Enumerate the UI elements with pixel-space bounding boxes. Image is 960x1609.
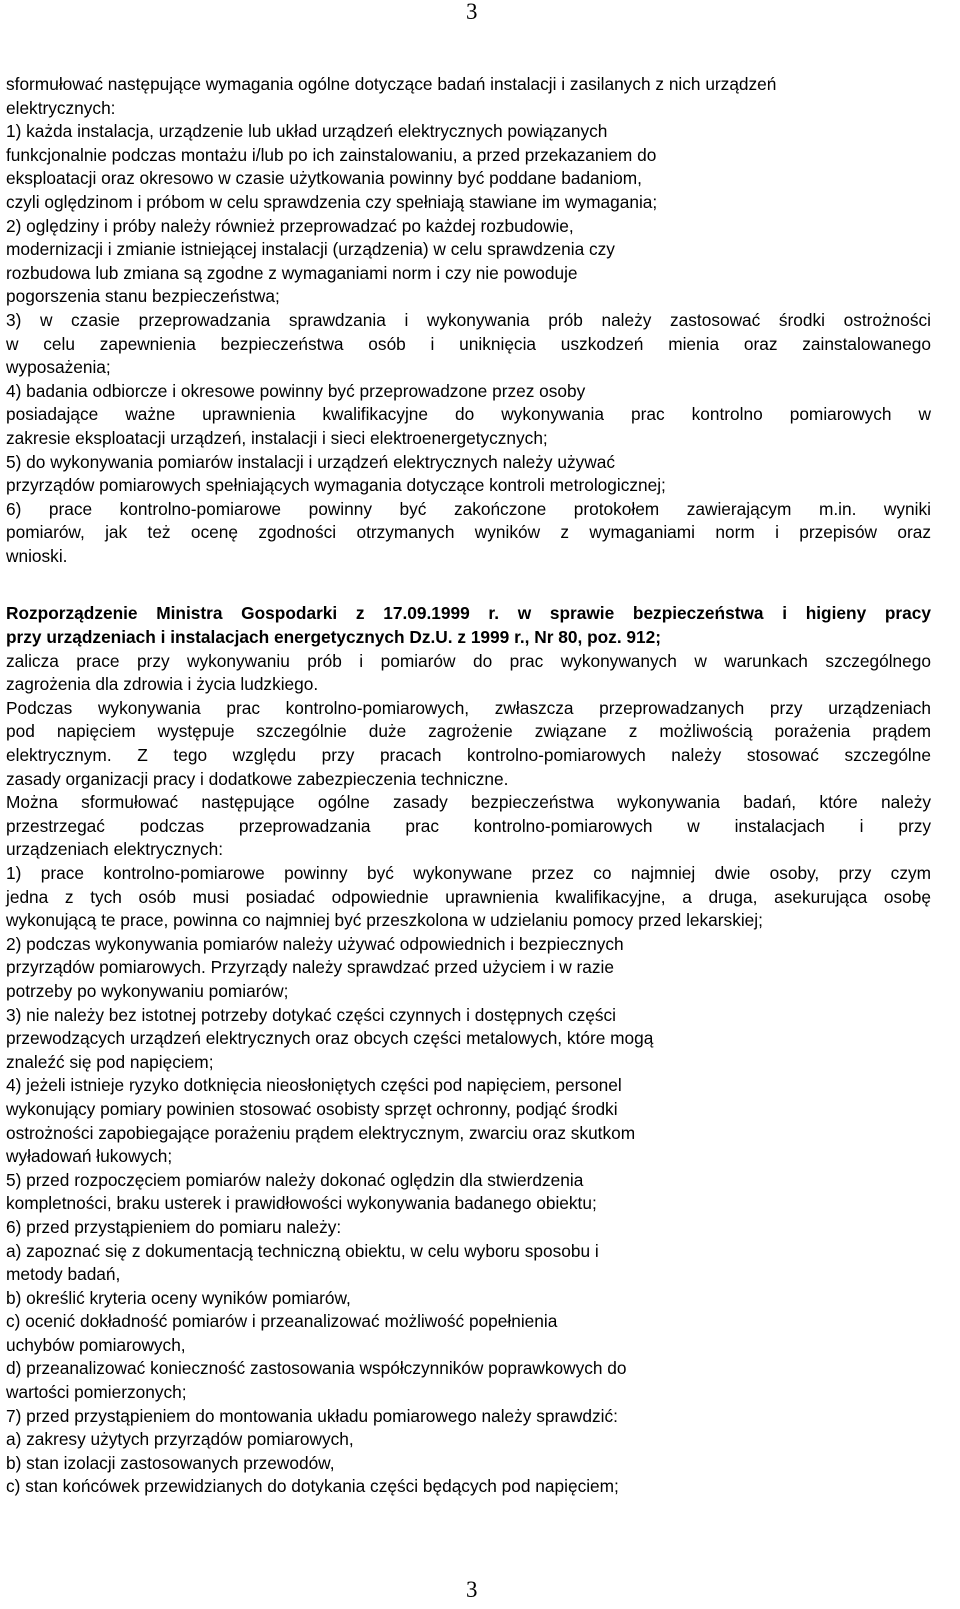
text-line: 3) nie należy bez istotnej potrzeby dotykać części czynnych i dostępnych części [6,1004,616,1025]
text-line: wykonujący pomiary powinien stosować osobisty sprzęt ochronny, podjąć środki [6,1098,618,1119]
text-line: pod napięciem występuje szczególnie duże zagrożenie związane z możliwością porażenia prądem [6,721,931,742]
text-line: eksploatacji oraz okresowo w czasie użytkowania powinny być poddane badaniom, [6,168,642,189]
text-line: wyładowań łukowych; [6,1146,173,1167]
page-number-bottom: 3 [466,1577,478,1602]
text-line: pomiarów, jak też ocenę zgodności otrzymanych wyników z wymaganiami norm i przepisów oraz [6,522,931,543]
paragraph-gap [6,568,931,602]
text-line: przestrzegać podczas przeprowadzania prac kontrolno-pomiarowych w instalacjach i przy [6,815,931,836]
page-number-top: 3 [466,0,478,24]
text-line: Można sformułować następujące ogólne zasady bezpieczeństwa wykonywania badań, które należy [6,792,931,813]
text-line: zalicza prace przy wykonywaniu prób i pomiarów do prac wykonywanych w warunkach szczególnego [6,650,931,671]
text-line: c) ocenić dokładność pomiarów i przeanalizować możliwość popełnienia [6,1311,558,1332]
text-line: 5) do wykonywania pomiarów instalacji i urządzeń elektrycznych należy używać [6,451,615,472]
text-line: b) stan izolacji zastosowanych przewodów, [6,1452,335,1473]
text-line: przyrządów pomiarowych spełniających wymagania dotyczące kontroli metrologicznej; [6,475,666,496]
document-body [6,73,931,1499]
text-line: 5) przed rozpoczęciem pomiarów należy dokonać oględzin dla stwierdzenia [6,1169,584,1190]
text-line: metody badań, [6,1264,121,1285]
text-line: pogorszenia stanu bezpieczeństwa; [6,286,280,307]
text-line: a) zakresy użytych przyrządów pomiarowych, [6,1429,354,1450]
text-line: uchybów pomiarowych, [6,1334,186,1355]
text-line: b) określić kryteria oceny wyników pomiarów, [6,1287,351,1308]
text-line: potrzeby po wykonywaniu pomiarów; [6,980,289,1001]
text-line: rozbudowa lub zmiana są zgodne z wymaganiami norm i czy nie powoduje [6,262,578,283]
text-line: wartości pomierzonych; [6,1382,187,1403]
text-line: d) przeanalizować konieczność zastosowania współczynników poprawkowych do [6,1358,627,1379]
text-line: a) zapoznać się z dokumentacją techniczną obiektu, w celu wyboru sposobu i [6,1240,599,1261]
text-line: wnioski. [6,545,68,566]
text-line: 6) prace kontrolno-pomiarowe powinny być zakończone protokołem zawierającym m.in. wyniki [6,498,931,519]
text-line: 2) oględziny i próby należy również przeprowadzać po każdej rozbudowie, [6,215,574,236]
text-line: Podczas wykonywania prac kontrolno-pomiarowych, zwłaszcza przeprowadzanych przy urządzeniach [6,697,931,718]
text-line: zakresie eksploatacji urządzeń, instalacji i sieci elektroenergetycznych; [6,427,548,448]
text-line: elektrycznych: [6,97,116,118]
text-line: w celu zapewnienia bezpieczeństwa osób i uniknięcia uszkodzeń mienia oraz zainstalowanego [6,333,931,354]
requirements-section [6,73,931,568]
safety-rules-section [6,650,931,1499]
text-line: funkcjonalnie podczas montażu i/lub po ich zainstalowaniu, a przed przekazaniem do [6,144,657,165]
text-line: 2) podczas wykonywania pomiarów należy używać odpowiednich i bezpiecznych [6,933,624,954]
text-line: 6) przed przystąpieniem do pomiaru należy: [6,1216,342,1237]
regulation-heading [6,602,931,649]
text-line: c) stan końcówek przewidzianych do dotykania części będących pod napięciem; [6,1476,619,1497]
text-line: zasady organizacji pracy i dodatkowe zabezpieczenia techniczne. [6,768,509,789]
text-line: przyrządów pomiarowych. Przyrządy należy sprawdzać przed użyciem i w razie [6,957,614,978]
text-line: 1) prace kontrolno-pomiarowe powinny być wykonywane przez co najmniej dwie osoby, przy czym [6,863,931,883]
text-line: jedna z tych osób musi posiadać odpowiednie uprawnienia kwalifikacyjne, a druga, asekurująca osobę [6,886,931,907]
text-line: 1) każda instalacja, urządzenie lub układ urządzeń elektrycznych powiązanych [6,121,608,142]
text-line: urządzeniach elektrycznych: [6,839,224,860]
text-line: 4) badania odbiorcze i okresowe powinny być przeprowadzone przez osoby [6,380,586,401]
text-line: sformułować następujące wymagania ogólne dotyczące badań instalacji i zasilanych z nich urządzeń [6,74,777,94]
text-line: ostrożności zapobiegające porażeniu prądem elektrycznym, zwarciu oraz skutkom [6,1122,636,1143]
text-line: 3) w czasie przeprowadzania sprawdzania i wykonywania prób należy zastosować środki ostrożności [6,309,931,330]
text-line: elektrycznym. Z tego względu przy pracach kontrolno-pomiarowych należy stosować szczególne [6,745,931,766]
regulation-title-line: Rozporządzenie Ministra Gospodarki z 17.09.1999 r. w sprawie bezpieczeństwa i higieny pracy [6,603,931,624]
text-line: przewodzących urządzeń elektrycznych oraz obcych części metalowych, które mogą [6,1028,654,1049]
regulation-title-line: przy urządzeniach i instalacjach energetycznych Dz.U. z 1999 r., Nr 80, poz. 912; [6,627,662,648]
text-line: wyposażenia; [6,357,111,378]
text-line: znaleźć się pod napięciem; [6,1051,214,1072]
text-line: czyli oględzinom i próbom w celu sprawdzenia czy spełniają stawiane im wymagania; [6,191,658,212]
text-line: zagrożenia dla zdrowia i życia ludzkiego. [6,674,319,695]
text-line: kompletności, braku usterek i prawidłowości wykonywania badanego obiektu; [6,1193,597,1214]
text-line: posiadające ważne uprawnienia kwalifikacyjne do wykonywania prac kontrolno pomiarowych w [6,404,931,425]
text-line: 7) przed przystąpieniem do montowania układu pomiarowego należy sprawdzić: [6,1405,618,1426]
text-line: wykonującą te prace, powinna co najmniej być przeszkolona w udzielaniu pomocy przed lekarskiej; [6,910,763,931]
text-line: modernizacji i zmianie istniejącej instalacji (urządzenia) w celu sprawdzenia czy [6,239,615,260]
text-line: 4) jeżeli istnieje ryzyko dotknięcia nieosłoniętych części pod napięciem, personel [6,1075,622,1096]
